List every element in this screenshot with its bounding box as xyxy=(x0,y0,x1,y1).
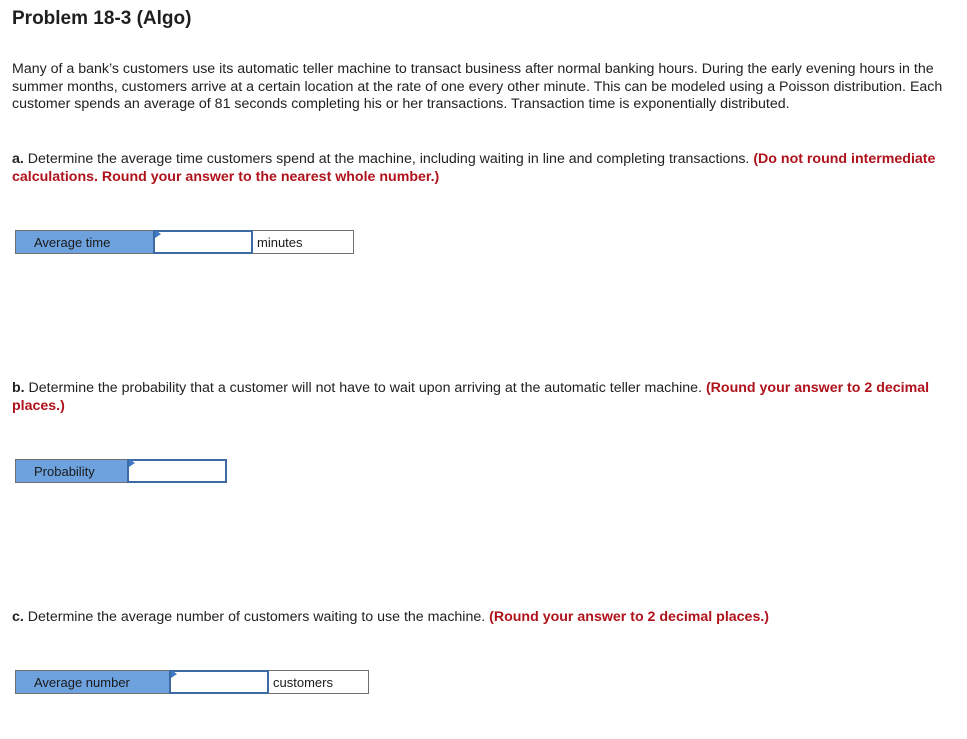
answer-input-wrap-average-number xyxy=(169,670,269,694)
problem-title: Problem 18-3 (Algo) xyxy=(12,8,192,29)
question-a-text: Determine the average time customers spend at the machine, including waiting in line and completing transactions. xyxy=(23,151,754,167)
question-a xyxy=(12,151,957,186)
question-c xyxy=(12,609,957,627)
answer-label-average-time: Average time xyxy=(15,230,153,254)
question-b-instruction: (Round your answer to 2 decimal places.) xyxy=(12,380,930,414)
answer-row-average-time xyxy=(15,230,354,254)
input-flag-icon xyxy=(155,230,161,238)
part-c-label: c. xyxy=(12,609,24,625)
question-b xyxy=(12,380,957,415)
average-number-input[interactable] xyxy=(171,672,267,692)
part-a-label: a. xyxy=(12,151,24,167)
probability-input[interactable] xyxy=(129,461,225,481)
problem-intro: Many of a bank’s customers use its automatic teller machine to transact business after normal banking hours. During the early evening hours in the summer months, customers arrive at a certain location at the rate of one every other minute. This can be modeled using a Poisson distribution. Each customer spends an average of 81 seconds completing his or her transactions. Transaction time is exponentially distributed. xyxy=(12,61,943,113)
answer-label-average-number: Average number xyxy=(15,670,169,694)
input-flag-icon xyxy=(171,670,177,678)
answer-input-wrap-probability xyxy=(127,459,227,483)
question-a-instruction: (Do not round intermediate calculations. Round your answer to the nearest whole number.) xyxy=(12,151,936,185)
question-c-text: Determine the average number of customers waiting to use the machine. xyxy=(23,609,490,625)
answer-unit-minutes: minutes xyxy=(253,230,354,254)
question-b-text: Determine the probability that a customer will not have to wait upon arriving at the automatic teller machine. xyxy=(24,380,706,396)
average-time-input[interactable] xyxy=(155,232,251,252)
answer-unit-customers: customers xyxy=(269,670,369,694)
answer-row-average-number xyxy=(15,670,369,694)
question-c-instruction: (Round your answer to 2 decimal places.) xyxy=(489,609,770,625)
part-b-label: b. xyxy=(12,380,25,396)
answer-input-wrap-average-time xyxy=(153,230,253,254)
answer-row-probability xyxy=(15,459,227,483)
input-flag-icon xyxy=(129,459,135,467)
answer-label-probability: Probability xyxy=(15,459,127,483)
